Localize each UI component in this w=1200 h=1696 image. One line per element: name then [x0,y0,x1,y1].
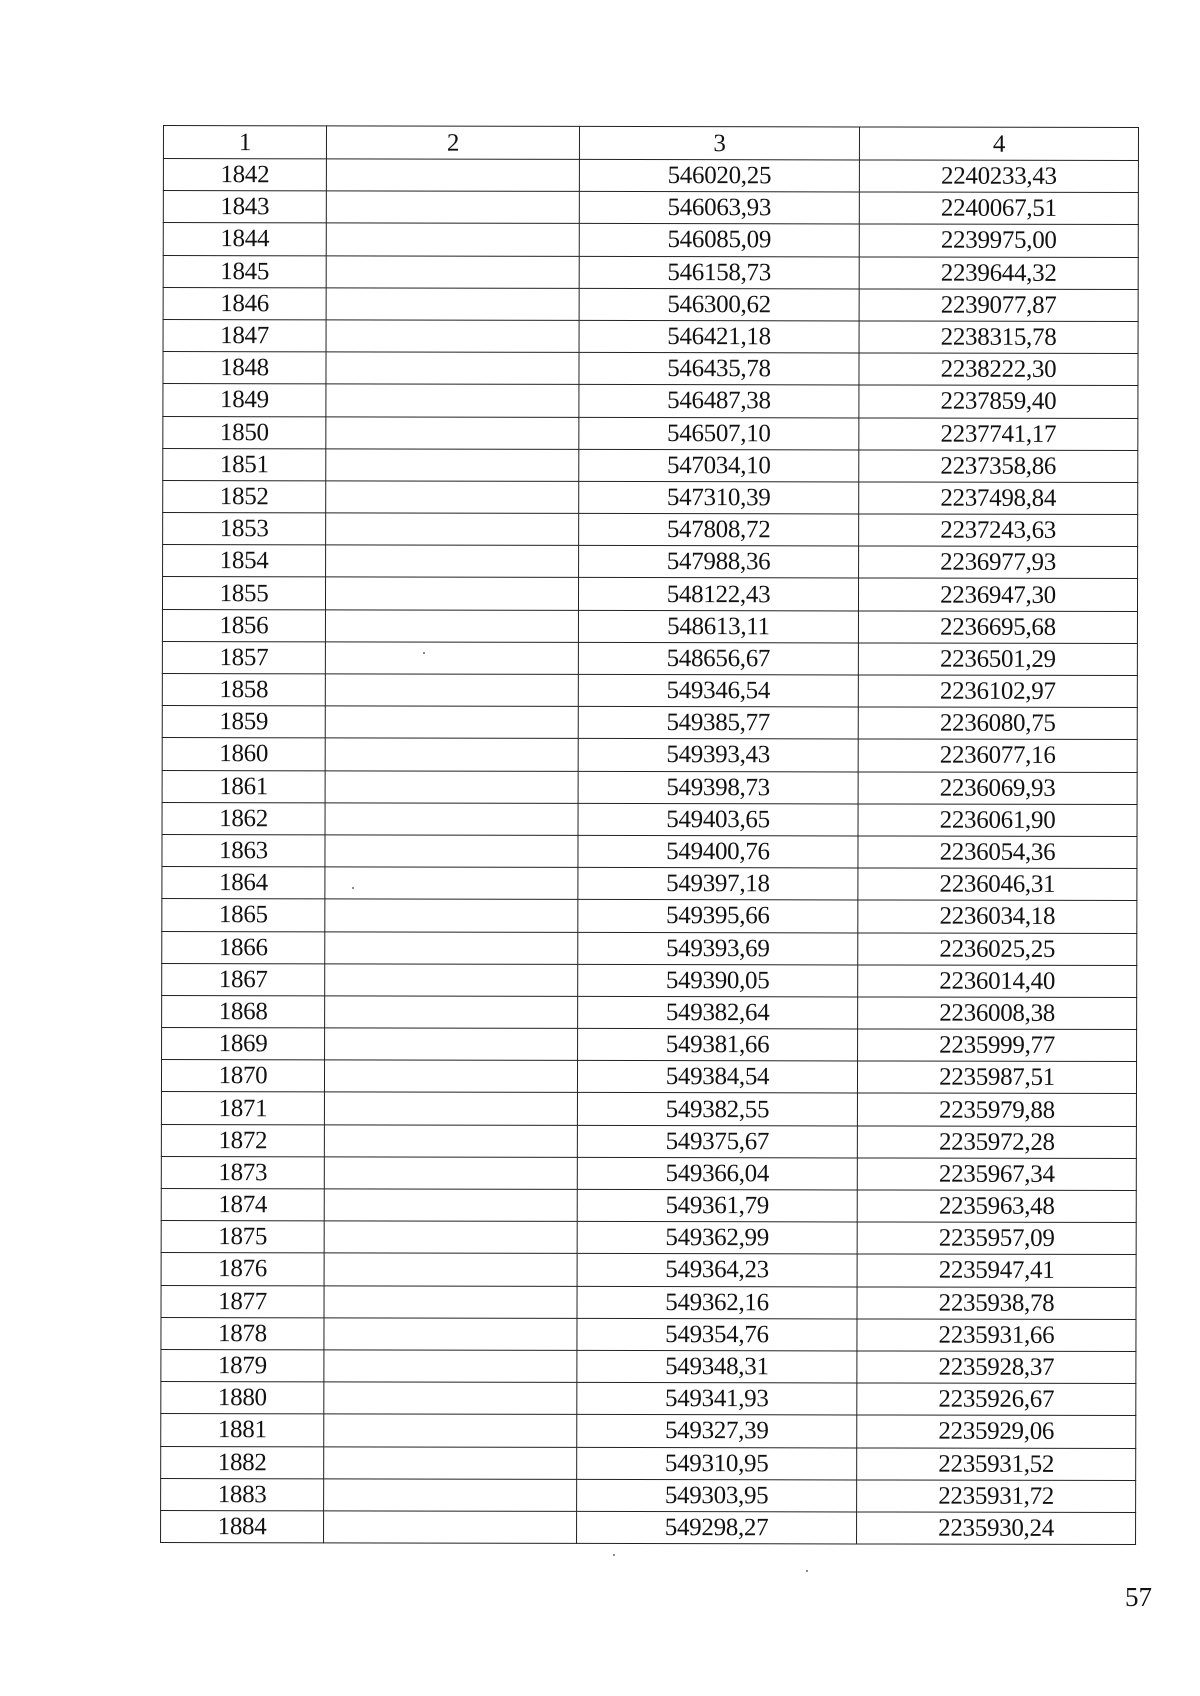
scan-speck [613,1554,615,1556]
table-row [162,641,1137,675]
column-2-cell [325,899,578,932]
column-2-cell [325,577,578,610]
x-coordinate-cell: 548613,11 [578,610,858,643]
y-coordinate-cell: 2235947,41 [857,1254,1136,1287]
table-row [161,1446,1136,1480]
x-coordinate-cell: 549298,27 [577,1511,857,1544]
x-coordinate-cell: 549384,54 [577,1061,857,1094]
y-coordinate-cell: 2237243,63 [859,514,1138,547]
y-coordinate-cell: 2236025,25 [858,932,1137,965]
column-2-cell [326,288,579,321]
column-2-cell [326,384,579,417]
y-coordinate-cell: 2236014,40 [858,965,1137,998]
y-coordinate-cell: 2235963,48 [857,1190,1136,1223]
x-coordinate-cell: 546300,62 [579,288,859,321]
y-coordinate-cell: 2239077,87 [859,289,1138,322]
column-2-cell [326,513,579,546]
y-coordinate-cell: 2236034,18 [858,900,1137,933]
table-row [163,416,1138,450]
point-number-cell: 1872 [161,1124,324,1157]
y-coordinate-cell: 2236695,68 [858,611,1137,644]
x-coordinate-cell: 546020,25 [579,159,859,192]
column-2-cell [324,1060,577,1093]
x-coordinate-cell: 549395,66 [578,900,858,933]
x-coordinate-cell: 549382,64 [578,996,858,1029]
scan-speck [423,652,425,654]
table-row [162,899,1137,933]
x-coordinate-cell: 547310,39 [579,481,859,514]
table-row [162,867,1137,901]
point-number-cell: 1869 [162,1028,325,1061]
y-coordinate-cell: 2235979,88 [857,1093,1136,1126]
column-2-cell [324,1318,577,1351]
y-coordinate-cell: 2236501,29 [858,643,1137,676]
column-2-cell [326,481,579,514]
point-number-cell: 1852 [163,480,326,513]
table-row [161,1382,1136,1416]
column-2-cell [325,674,578,707]
column-2-cell [326,223,579,256]
x-coordinate-cell: 549348,31 [577,1350,857,1383]
y-coordinate-cell: 2235957,09 [857,1222,1136,1255]
x-coordinate-cell: 549310,95 [577,1447,857,1480]
table-row [163,480,1138,514]
header-row [163,126,1138,161]
x-coordinate-cell: 549375,67 [577,1125,857,1158]
column-2-cell [326,545,579,578]
table-row [162,770,1137,804]
y-coordinate-cell: 2235987,51 [857,1061,1136,1094]
x-coordinate-cell: 546421,18 [579,320,859,353]
table-row [162,1028,1137,1062]
x-coordinate-cell: 546063,93 [579,192,859,225]
column-2-cell [326,191,579,224]
x-coordinate-cell: 549400,76 [578,835,858,868]
y-coordinate-cell: 2235926,67 [857,1383,1136,1416]
x-coordinate-cell: 547034,10 [579,449,859,482]
point-number-cell: 1842 [163,159,326,192]
y-coordinate-cell: 2236061,90 [858,804,1137,837]
point-number-cell: 1848 [163,352,326,385]
point-number-cell: 1851 [163,448,326,481]
point-number-cell: 1870 [161,1060,324,1093]
x-coordinate-cell: 549362,99 [577,1222,857,1255]
column-header-1: 1 [163,126,326,159]
x-coordinate-cell: 549393,43 [578,739,858,772]
column-2-cell [324,1382,577,1415]
point-number-cell: 1861 [162,770,325,803]
page-number: 57 [1125,1582,1152,1612]
point-number-cell: 1844 [163,223,326,256]
point-number-cell: 1864 [162,867,325,900]
table-row [163,448,1138,482]
point-number-cell: 1876 [161,1253,324,1286]
y-coordinate-cell: 2240067,51 [859,192,1138,225]
table-row [161,1285,1136,1319]
y-coordinate-cell: 2237859,40 [859,385,1138,418]
point-number-cell: 1858 [162,673,325,706]
point-number-cell: 1854 [163,545,326,578]
y-coordinate-cell: 2236046,31 [858,868,1137,901]
x-coordinate-cell: 549364,23 [577,1254,857,1287]
y-coordinate-cell: 2236008,38 [858,997,1137,1030]
x-coordinate-cell: 549303,95 [577,1479,857,1512]
y-coordinate-cell: 2235931,52 [857,1447,1136,1480]
y-coordinate-cell: 2236054,36 [858,836,1137,869]
x-coordinate-cell: 549393,69 [578,932,858,965]
table-row [161,1188,1136,1222]
column-2-cell [324,1124,577,1157]
table-row [163,513,1138,547]
y-coordinate-cell: 2236080,75 [858,707,1137,740]
column-2-cell [324,1285,577,1318]
y-coordinate-cell: 2235972,28 [857,1126,1136,1159]
table-row [163,287,1138,321]
column-2-cell [325,642,578,675]
column-2-cell [324,1414,577,1447]
column-2-cell [326,352,579,385]
y-coordinate-cell: 2237358,86 [859,450,1138,483]
y-coordinate-cell: 2239644,32 [859,257,1138,290]
point-number-cell: 1866 [162,931,325,964]
point-number-cell: 1868 [162,995,325,1028]
table-row [162,834,1137,868]
column-2-cell [325,803,578,836]
x-coordinate-cell: 549354,76 [577,1318,857,1351]
y-coordinate-cell: 2236069,93 [858,772,1137,805]
column-2-cell [324,1350,577,1383]
point-number-cell: 1859 [162,706,325,739]
y-coordinate-cell: 2235967,34 [857,1158,1136,1191]
table-row [162,802,1137,836]
y-coordinate-cell: 2238315,78 [859,321,1138,354]
x-coordinate-cell: 549403,65 [578,803,858,836]
point-number-cell: 1878 [161,1317,324,1350]
scan-speck [806,1570,808,1572]
point-number-cell: 1860 [162,738,325,771]
point-number-cell: 1871 [161,1092,324,1125]
y-coordinate-cell: 2235929,06 [857,1415,1136,1448]
table-row [161,1510,1136,1544]
column-2-cell [324,1221,577,1254]
y-coordinate-cell: 2235938,78 [857,1287,1136,1320]
column-2-cell [325,609,578,642]
y-coordinate-cell: 2235999,77 [858,1029,1137,1062]
table-row [162,931,1137,965]
column-2-cell [325,835,578,868]
point-number-cell: 1847 [163,319,326,352]
column-2-cell [324,1511,577,1544]
y-coordinate-cell: 2237498,84 [859,482,1138,515]
x-coordinate-cell: 546507,10 [579,417,859,450]
table-row [163,319,1138,353]
column-2-cell [325,867,578,900]
x-coordinate-cell: 549397,18 [578,867,858,900]
x-coordinate-cell: 549398,73 [578,771,858,804]
table-row [163,384,1138,418]
point-number-cell: 1846 [163,287,326,320]
point-number-cell: 1857 [162,641,325,674]
column-2-cell [325,770,578,803]
table-row [161,1253,1136,1287]
column-2-cell [326,320,579,353]
table-row [162,706,1137,740]
table-row [161,1317,1136,1351]
y-coordinate-cell: 2237741,17 [859,417,1138,450]
point-number-cell: 1853 [163,513,326,546]
x-coordinate-cell: 549361,79 [577,1189,857,1222]
y-coordinate-cell: 2240233,43 [859,160,1138,193]
point-number-cell: 1849 [163,384,326,417]
y-coordinate-cell: 2236077,16 [858,739,1137,772]
column-header-3: 3 [579,126,859,160]
column-2-cell [325,996,578,1029]
point-number-cell: 1884 [161,1510,324,1543]
column-2-cell [324,1092,577,1125]
y-coordinate-cell: 2235930,24 [857,1512,1136,1545]
point-number-cell: 1879 [161,1349,324,1382]
point-number-cell: 1855 [162,577,325,610]
point-number-cell: 1862 [162,802,325,835]
table-row [161,1414,1136,1448]
table-row [163,545,1138,579]
point-number-cell: 1874 [161,1188,324,1221]
y-coordinate-cell: 2235928,37 [857,1351,1136,1384]
x-coordinate-cell: 549366,04 [577,1157,857,1190]
table-row [161,1349,1136,1383]
point-number-cell: 1881 [161,1414,324,1447]
table-row [161,1124,1136,1158]
table-row [162,738,1137,772]
y-coordinate-cell: 2236102,97 [858,675,1137,708]
point-number-cell: 1867 [162,963,325,996]
column-2-cell [325,706,578,739]
table-row [162,577,1137,611]
y-coordinate-cell: 2236977,93 [859,546,1138,579]
x-coordinate-cell: 546085,09 [579,224,859,257]
point-number-cell: 1880 [161,1382,324,1415]
y-coordinate-cell: 2239975,00 [859,224,1138,257]
table-row [162,963,1137,997]
column-header-4: 4 [859,127,1138,161]
table-row [161,1478,1136,1512]
column-2-cell [324,1157,577,1190]
column-2-cell [326,159,579,192]
point-number-cell: 1843 [163,191,326,224]
column-2-cell [326,255,579,288]
x-coordinate-cell: 547988,36 [579,546,859,579]
column-2-cell [326,416,579,449]
x-coordinate-cell: 549341,93 [577,1382,857,1415]
x-coordinate-cell: 547808,72 [579,513,859,546]
table-row [161,1060,1136,1094]
column-2-cell [325,1028,578,1061]
table-row [163,223,1138,257]
column-2-cell [326,449,579,482]
x-coordinate-cell: 549362,16 [577,1286,857,1319]
table-row [163,191,1138,225]
table-row [163,159,1138,193]
coordinates-table [160,125,1139,1545]
table-row [161,1092,1136,1126]
table-header [163,126,1138,161]
table-row [161,1156,1136,1190]
table-row [161,1221,1136,1255]
x-coordinate-cell: 549390,05 [578,964,858,997]
point-number-cell: 1850 [163,416,326,449]
table-body [161,159,1139,1545]
column-header-2: 2 [326,126,579,160]
y-coordinate-cell: 2235931,66 [857,1319,1136,1352]
point-number-cell: 1865 [162,899,325,932]
point-number-cell: 1873 [161,1156,324,1189]
x-coordinate-cell: 548656,67 [578,642,858,675]
table-row [162,995,1137,1029]
x-coordinate-cell: 548122,43 [578,578,858,611]
y-coordinate-cell: 2238222,30 [859,353,1138,386]
point-number-cell: 1863 [162,834,325,867]
x-coordinate-cell: 546435,78 [579,352,859,385]
x-coordinate-cell: 549327,39 [577,1415,857,1448]
table-row [163,352,1138,386]
column-2-cell [324,1479,577,1512]
x-coordinate-cell: 546487,38 [579,385,859,418]
y-coordinate-cell: 2235931,72 [857,1480,1136,1513]
column-2-cell [325,931,578,964]
point-number-cell: 1845 [163,255,326,288]
column-2-cell [325,738,578,771]
point-number-cell: 1875 [161,1221,324,1254]
x-coordinate-cell: 549385,77 [578,707,858,740]
column-2-cell [325,964,578,997]
point-number-cell: 1877 [161,1285,324,1318]
point-number-cell: 1883 [161,1478,324,1511]
x-coordinate-cell: 546158,73 [579,256,859,289]
table-row [162,609,1137,643]
column-2-cell [324,1446,577,1479]
column-2-cell [324,1253,577,1286]
y-coordinate-cell: 2236947,30 [858,578,1137,611]
table-row [163,255,1138,289]
scan-speck [352,887,354,889]
x-coordinate-cell: 549381,66 [578,1028,858,1061]
table-row [162,673,1137,707]
x-coordinate-cell: 549382,55 [577,1093,857,1126]
column-2-cell [324,1189,577,1222]
point-number-cell: 1882 [161,1446,324,1479]
x-coordinate-cell: 549346,54 [578,674,858,707]
point-number-cell: 1856 [162,609,325,642]
